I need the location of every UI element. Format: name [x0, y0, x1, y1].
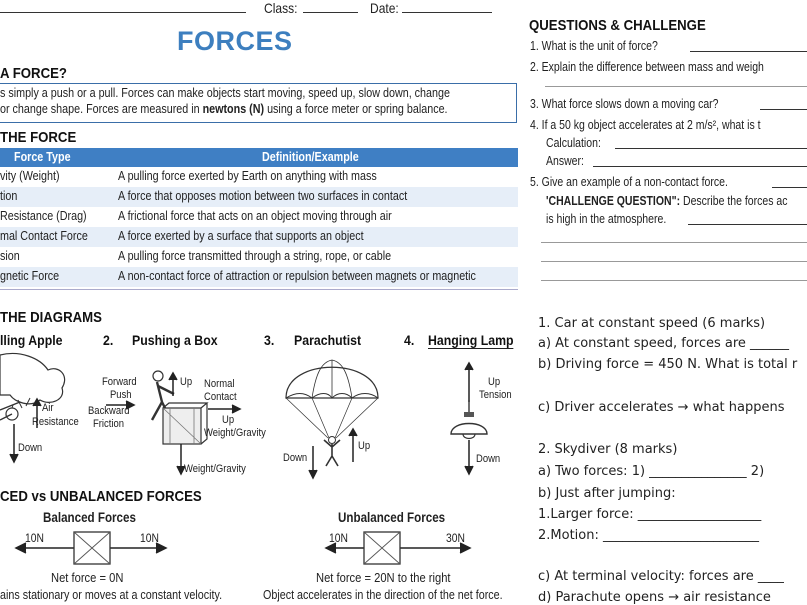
unbalanced-title: Unbalanced Forces — [338, 510, 446, 525]
table-cell-def: A pulling force exerted by Earth on anything with mass — [118, 169, 377, 183]
challenge-answer-line-4[interactable] — [541, 280, 807, 281]
box-weight-gravity-label-2: Weight/Gravity — [184, 463, 246, 475]
box-push-label: Push — [110, 389, 132, 401]
box-backward-label: Backward — [88, 405, 130, 417]
table-header — [0, 148, 518, 167]
skydiver-question-a: a) Two forces: 1) _______________ 2) — [538, 464, 765, 479]
box-weight-gravity-label: Weight/Gravity — [204, 427, 266, 439]
car-heading: 1. Car at constant speed (6 marks) — [538, 316, 766, 331]
diagram-title-lamp: Hanging Lamp — [428, 332, 514, 348]
lamp-tension-label: Tension — [479, 389, 512, 401]
question-2: 2. Explain the difference between mass and weigh — [530, 60, 764, 74]
intro-line-2-pre: or change shape. Forces are measured in — [0, 102, 203, 116]
skydiver-question-c: c) At terminal velocity: forces are ____ — [538, 569, 784, 584]
challenge-line-2: is high in the atmosphere. — [546, 212, 667, 226]
box-up2-label: Up — [222, 414, 235, 426]
table-cell-type: tion — [0, 189, 18, 203]
box-up-label: Up — [180, 376, 193, 388]
name-line — [0, 12, 246, 13]
balanced-title: Balanced Forces — [43, 510, 136, 525]
question-1 — [530, 39, 658, 53]
table-row — [0, 247, 518, 267]
skydiver-question-b2: 2.Motion: ________________________ — [538, 528, 759, 543]
car-question-a: a) At constant speed, forces are ______ — [538, 336, 790, 351]
table-cell-def: A frictional force that acts on an object moving through air — [118, 209, 392, 223]
question-2-answer-line[interactable] — [545, 86, 807, 87]
apple-down-label: Down — [18, 442, 43, 454]
table-heading: THE FORCE — [0, 129, 77, 146]
question-1-answer-line[interactable] — [690, 51, 807, 52]
balance-heading: CED vs UNBALANCED FORCES — [0, 488, 202, 505]
question-3-answer-line[interactable] — [760, 109, 807, 110]
unbalanced-right-force: 30N — [446, 531, 465, 545]
balanced-left-force: 10N — [25, 531, 44, 545]
table-cell-type: Resistance (Drag) — [0, 209, 87, 223]
apple-icon — [4, 404, 24, 424]
lamp-up-arrow — [464, 362, 474, 402]
table-cell-type: mal Contact Force — [0, 229, 88, 243]
table-row — [0, 167, 518, 187]
table-col-definition: Definition/Example — [262, 150, 359, 164]
intro-heading: A FORCE? — [0, 65, 67, 82]
challenge-bold: 'CHALLENGE QUESTION": — [546, 194, 681, 208]
challenge-answer-line-1[interactable] — [688, 224, 807, 225]
calculation-label: Calculation: — [546, 136, 601, 150]
table-body — [0, 167, 518, 290]
table-cell-type: vity (Weight) — [0, 169, 60, 183]
up-arrow-box — [168, 372, 178, 396]
parachute-up-arrow — [348, 428, 358, 462]
questions-heading: QUESTIONS & CHALLENGE — [529, 17, 706, 34]
question-5-answer-line[interactable] — [772, 187, 807, 188]
parachute-down-arrow — [308, 446, 318, 480]
table-cell-def: A force that opposes motion between two surfaces in contact — [118, 189, 408, 203]
question-1-text: 1. What is the unit of force? — [530, 39, 658, 53]
table-cell-def: A pulling force transmitted through a string, rope, or cable — [118, 249, 392, 263]
page-title: FORCES — [177, 26, 293, 56]
car-question-c: c) Driver accelerates → what happens — [538, 400, 785, 415]
diagram-num-lamp: 4. — [404, 332, 415, 348]
table-row — [0, 187, 518, 207]
diagram-title-apple: lling Apple — [0, 332, 63, 348]
table-cell-def: A force exerted by a surface that supports an object — [118, 229, 364, 243]
intro-line-1: s simply a push or a pull. Forces can make objects start moving, speed up, slow down, change — [0, 86, 450, 100]
diagrams-heading: THE DIAGRAMS — [0, 309, 102, 326]
unbalanced-note: Object accelerates in the direction of the net force. — [263, 588, 503, 602]
box-forward-label: Forward — [102, 376, 137, 388]
challenge-rest: Describe the forces ac — [680, 194, 788, 208]
skydiver-question-d: d) Parachute opens → air resistance — [538, 590, 771, 605]
lamp-down-arrow — [464, 440, 474, 476]
lamp-up-label: Up — [488, 376, 501, 388]
class-label: Class: — [264, 0, 298, 16]
intro-line-2-post: using a force meter or spring balance. — [264, 102, 448, 116]
intro-line-2-bold: newtons (N) — [202, 102, 265, 116]
challenge-question — [546, 194, 787, 208]
answer-line[interactable] — [593, 166, 807, 167]
table-cell-type: sion — [0, 249, 20, 263]
normal-contact-arrow — [208, 404, 242, 414]
skydiver-heading: 2. Skydiver (8 marks) — [538, 442, 678, 457]
answer-label: Answer: — [546, 154, 584, 168]
calculation-line[interactable] — [615, 148, 807, 149]
date-line — [402, 12, 492, 13]
question-4: 4. If a 50 kg object accelerates at 2 m/s², what is t — [530, 118, 761, 132]
diagram-num-box: 2. — [103, 332, 114, 348]
unbalanced-left-force: 10N — [329, 531, 348, 545]
table-cell-def: A non-contact force of attraction or repulsion between magnets or magnetic — [118, 269, 476, 283]
unbalanced-forces-diagram — [306, 528, 476, 568]
balanced-note: ains stationary or moves at a constant velocity. — [0, 588, 223, 602]
skydiver-question-b1: 1.Larger force: ___________________ — [538, 507, 762, 522]
parachute-up-label: Up — [358, 440, 371, 452]
table-row — [0, 267, 518, 287]
challenge-answer-line-2[interactable] — [541, 242, 807, 243]
balanced-net-force: Net force = 0N — [51, 570, 124, 585]
intro-line-2 — [0, 102, 448, 116]
table-row — [0, 227, 518, 247]
crate-illustration — [162, 402, 208, 446]
diagram-title-box: Pushing a Box — [132, 332, 218, 348]
balanced-right-force: 10N — [140, 531, 159, 545]
apple-air-label: Air — [42, 402, 54, 414]
question-5: 5. Give an example of a non-contact force. — [530, 175, 728, 189]
apple-resistance-label: Resistance — [32, 416, 79, 428]
box-friction-label: Friction — [93, 418, 125, 430]
table-cell-type: gnetic Force — [0, 269, 60, 283]
date-label: Date: — [370, 0, 399, 16]
car-question-b: b) Driving force = 450 N. What is total r — [538, 357, 798, 372]
question-3: 3. What force slows down a moving car? — [530, 97, 719, 111]
unbalanced-net-force: Net force = 20N to the right — [316, 570, 451, 585]
lamp-down-label: Down — [476, 453, 501, 465]
box-contact-label: Contact — [204, 391, 237, 403]
table-row — [0, 207, 518, 227]
challenge-answer-line-3[interactable] — [541, 261, 807, 262]
balanced-forces-diagram — [10, 528, 170, 568]
class-line — [303, 12, 358, 13]
box-normal-label: Normal — [204, 378, 235, 390]
hanging-lamp-icon — [447, 400, 491, 442]
parachute-down-label: Down — [283, 452, 308, 464]
diagram-num-parachute: 3. — [264, 332, 275, 348]
diagram-title-parachute: Parachutist — [294, 332, 362, 348]
skydiver-question-b: b) Just after jumping: — [538, 486, 676, 501]
table-col-type: Force Type — [14, 150, 71, 164]
